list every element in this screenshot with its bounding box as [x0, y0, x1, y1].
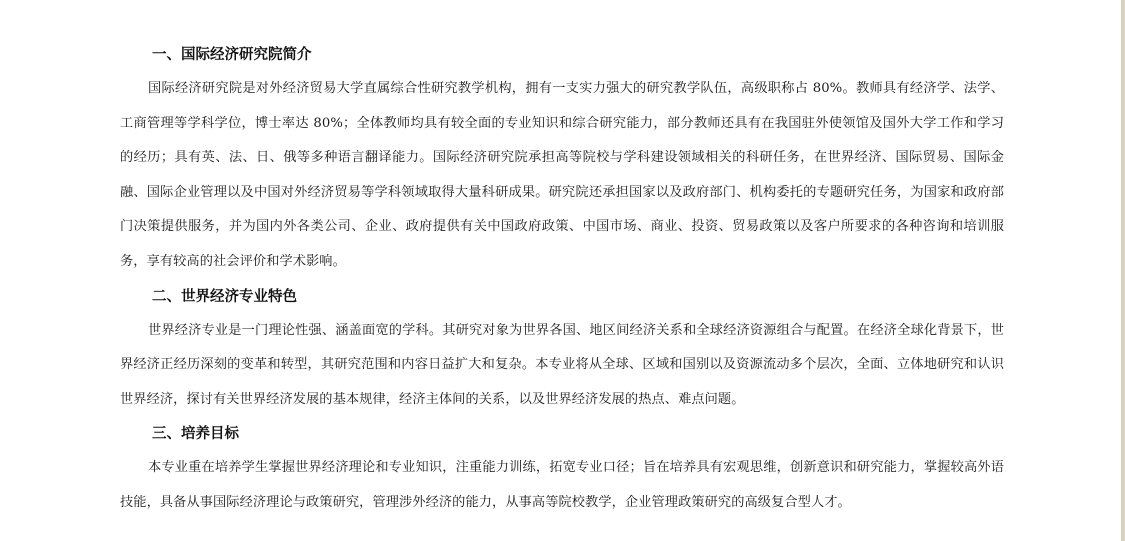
section-paragraph: 世界经济专业是一门理论性强、涵盖面宽的学科。其研究对象为世界各国、地区间经济关系和全球经济资源组合与配置。在经济全球化背景下，世界经济正经历深刻的变革和转型，其研究范围和内容日益扩大和复杂。本专业将从全球、区域和国别以及资源流动多个层次，全面、立体地研究和认识世界经济，探讨有关世界经济发展的基本规律，经济主体间的关系，以及世界经济发展的热点、难点问题。: [120, 322, 1004, 407]
section-paragraph: 国际经济研究院是对外经济贸易大学直属综合性研究教学机构，拥有一支实力强大的研究教学队伍，高级职称占 80%。教师具有经济学、法学、工商管理等学科学位，博士率达 80%；全体教师均具有较全面的专业知识和综合研究能力，部分教师还具有在我国驻外使领馆及国外大学工作和学习的经历；具有英、法、日、俄等多种语言翻译能力。国际经济研究院承担高等院校与学科建设领域相关的科研任务，在世界经济、国际贸易、国际金融、国际企业管理以及中国对外经济贸易等学科领域取得大量科研成果。研究院还承担国家以及政府部门、机构委托的专题研究任务，为国家和政府部门决策提供服务，并为国内外各类公司、企业、政府提供有关中国政府政策、中国市场、商业、投资、贸易政策以及客户所要求的各种咨询和培训服务，享有较高的社会评价和学术影响。: [120, 81, 1004, 269]
section-heading: 三、培养目标: [152, 426, 239, 443]
section-institute-intro: [120, 38, 1004, 280]
page-edge-rule: [1121, 0, 1125, 541]
section-paragraph: 本专业重在培养学生掌握世界经济理论和专业知识，注重能力训练，拓宽专业口径；旨在培养具有宏观思维，创新意识和研究能力，掌握较高外语技能，具备从事国际经济理论与政策研究，管理涉外经济的能力，从事高等院校教学，企业管理政策研究的高级复合型人才。: [120, 460, 1004, 510]
document-body: [120, 38, 1004, 521]
section-training-goals: [120, 417, 1004, 520]
section-heading: 一、国际经济研究院简介: [152, 47, 312, 63]
section-world-economy-features: [120, 280, 1004, 418]
section-heading: 二、世界经济专业特色: [152, 288, 297, 305]
